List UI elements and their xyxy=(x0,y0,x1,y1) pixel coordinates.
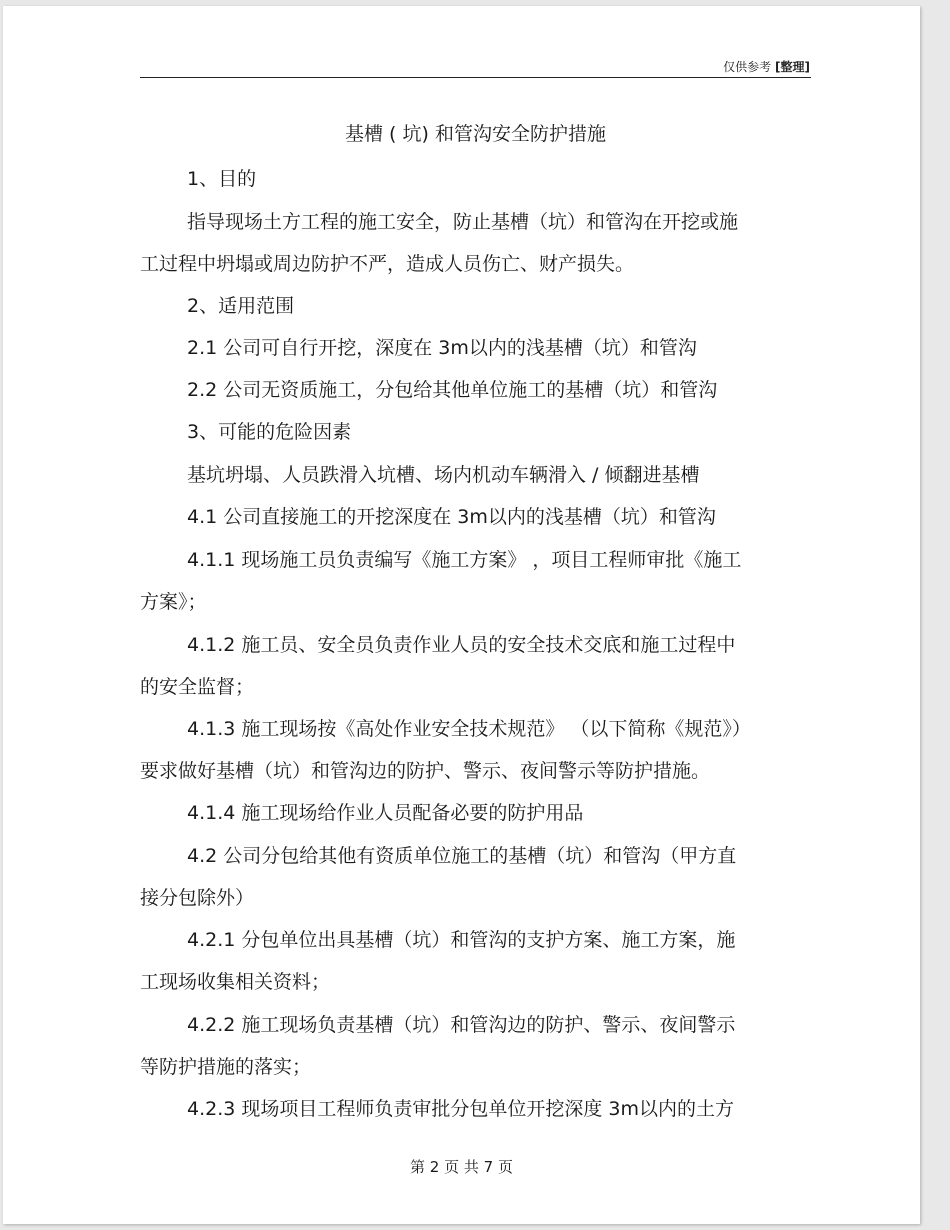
paragraph-line: 4.1.4 施工现场给作业人员配备必要的防护用品 xyxy=(187,802,584,824)
page-number: 第 2 页 共 7 页 xyxy=(410,1158,513,1176)
paragraph-line: 指导现场土方工程的施工安全，防止基槽（坑）和管沟在开挖或施 xyxy=(187,211,739,233)
paragraph-line: 4.2.1 分包单位出具基槽（坑）和管沟的支护方案、施工方案，施 xyxy=(187,929,736,951)
paragraph-line: 4.1.2 施工员、安全员负责作业人员的安全技术交底和施工过程中 xyxy=(187,634,736,656)
header-rule xyxy=(140,77,811,78)
paragraph-line: 方案》； xyxy=(140,591,207,613)
paragraph-line: 工现场收集相关资料； xyxy=(140,971,331,993)
paragraph-line: 4.2.3 现场项目工程师负责审批分包单位开挖深度 3m以内的土方 xyxy=(187,1098,735,1120)
paragraph-line: 4.1.3 施工现场按《高处作业安全技术规范》 （以下简称《规范》） xyxy=(187,718,751,740)
paragraph-line: 接分包除外） xyxy=(140,887,255,909)
paragraph-line: 工过程中坍塌或周边防护不严，造成人员伤亡、财产损失。 xyxy=(140,253,635,275)
document-title: 基槽 ( 坑) 和管沟安全防护措施 xyxy=(345,123,606,145)
paragraph-line: 要求做好基槽（坑）和管沟边的防护、警示、夜间警示等防护措施。 xyxy=(140,760,711,782)
header-note-text: 仅供参考 xyxy=(723,60,772,74)
section-heading: 2、适用范围 xyxy=(187,295,295,317)
section-heading: 1、目的 xyxy=(187,168,257,190)
paragraph-line: 4.1.1 现场施工员负责编写《施工方案》 ，项目工程师审批《施工 xyxy=(187,549,742,571)
section-heading: 4.1 公司直接施工的开挖深度在 3m以内的浅基槽（坑）和管沟 xyxy=(187,506,716,528)
document-page xyxy=(3,6,920,1224)
header-note xyxy=(723,58,810,75)
paragraph-line: 基坑坍塌、人员跌滑入坑槽、场内机动车辆滑入 / 倾翻进基槽 xyxy=(187,464,700,486)
section-heading: 4.2 公司分包给其他有资质单位施工的基槽（坑）和管沟（甲方直 xyxy=(187,845,737,867)
paragraph-line: 4.2.2 施工现场负责基槽（坑）和管沟边的防护、警示、夜间警示 xyxy=(187,1014,736,1036)
paragraph-line: 的安全监督； xyxy=(140,676,255,698)
section-heading: 3、可能的危险因素 xyxy=(187,421,352,443)
paragraph-line: 2.1 公司可自行开挖，深度在 3m以内的浅基槽（坑）和管沟 xyxy=(187,337,697,359)
paragraph-line: 2.2 公司无资质施工，分包给其他单位施工的基槽（坑）和管沟 xyxy=(187,379,718,401)
header-tag: [整理] xyxy=(775,60,810,74)
paragraph-line: 等防护措施的落实； xyxy=(140,1056,312,1078)
